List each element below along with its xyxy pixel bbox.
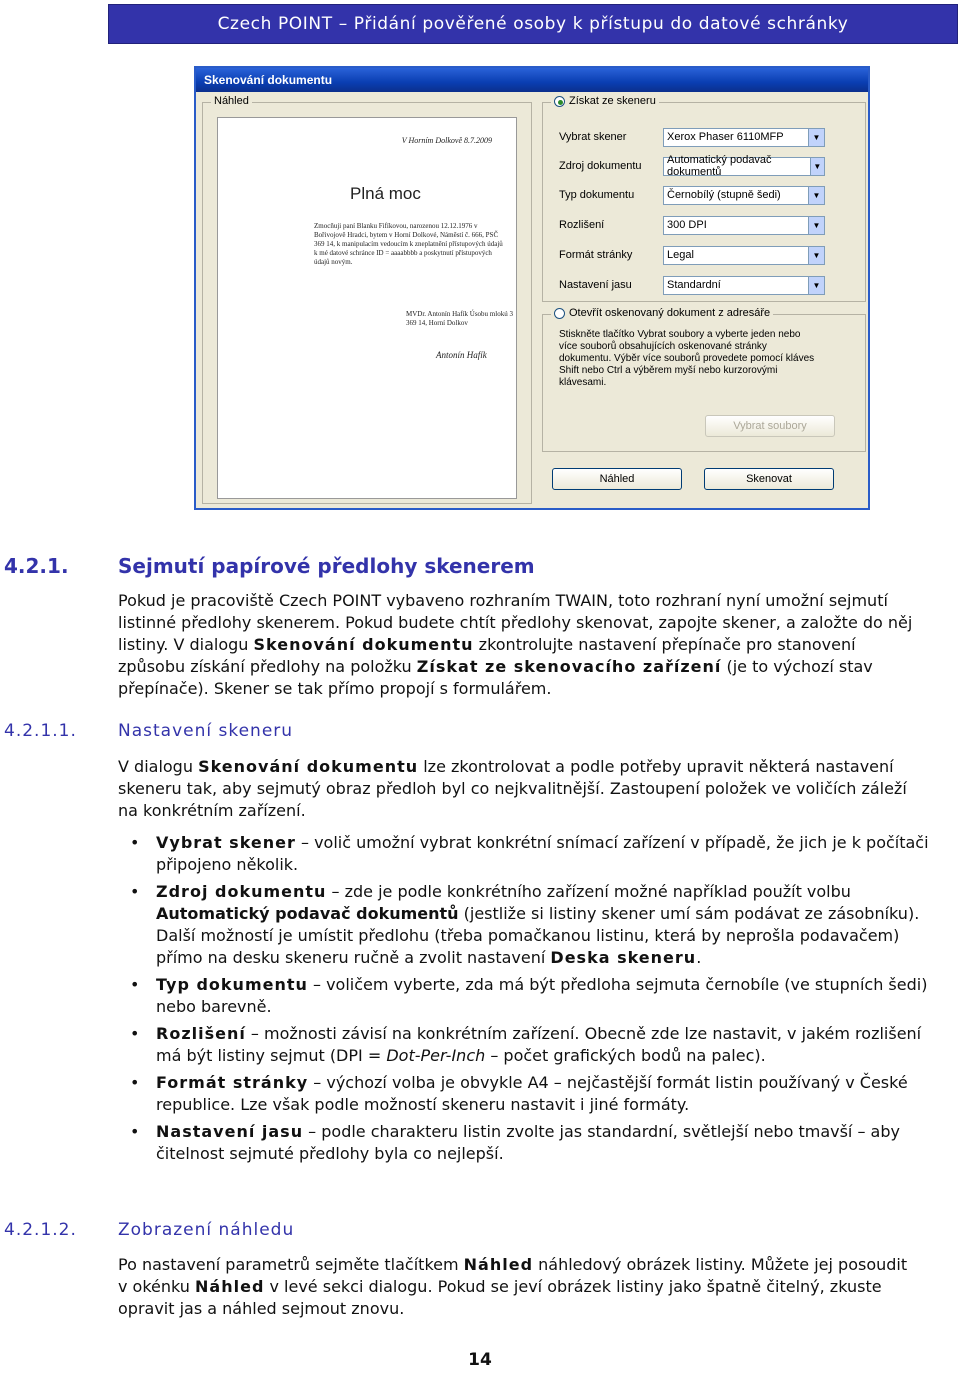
bold-term: Typ dokumentu	[156, 975, 308, 994]
text: Pokud je pracoviště Czech POINT vybaveno rozhraním TWAIN, toto rozhraní nyní umožní sejmutí listinné předlohy skenerem. Pokud budete chtít předlohy skenovat, zapojte skener, a založte do něj listiny. V dialogu	[118, 591, 913, 654]
bold-term: Zdroj dokumentu	[156, 882, 327, 901]
subsection-paragraph	[118, 756, 918, 822]
scan-button[interactable]: Skenovat	[704, 468, 834, 490]
bold-term: Vybrat skener	[156, 833, 296, 852]
subsection-number: 4.2.1.1.	[4, 721, 77, 741]
bold-term: Rozlišení	[156, 1024, 246, 1043]
text: .	[696, 948, 702, 967]
text: – zde je podle konkrétního zařízení možné například použít volbu	[326, 882, 851, 901]
text: (jestliže si listiny skener umí sám podávat ze zásobníku). Další možností je umístit předlohu (třeba pomačkanou listinu, která by neprošla podavačem) přímo na desku skeneru ručně a zvolit nastavení	[156, 904, 920, 967]
subsection-number: 4.2.1.2.	[4, 1220, 77, 1240]
scan-dialog-screenshot	[194, 66, 870, 510]
text: – počet grafických bodů na palec).	[485, 1046, 766, 1065]
scan-option-label: Získat ze skeneru	[569, 95, 656, 107]
source-select[interactable]	[663, 154, 825, 178]
setting-row	[559, 127, 859, 147]
text: Po nastavení parametrů sejměte tlačítkem	[118, 1255, 464, 1274]
text: (je to výchozí stav přepínače). Skener se tak přímo propojí s formulářem.	[118, 657, 873, 698]
setting-row	[559, 275, 859, 295]
setting-label: Formát stránky	[559, 249, 633, 261]
preview-paper	[217, 117, 517, 499]
resolution-select[interactable]	[663, 216, 825, 235]
bold-term: Nastavení jasu	[156, 1122, 304, 1141]
section-title: Sejmutí papírové předlohy skenerem	[118, 554, 535, 578]
list-item	[118, 881, 938, 969]
list-item	[118, 1121, 938, 1165]
text: – volič umožní vybrat konkrétní snímací zařízení v případě, že jich je k počítači připojeno několik.	[156, 833, 929, 874]
file-instructions: Stiskněte tlačítko Vybrat soubory a vyberte jeden nebo více souborů obsahujících oskenované stránky dokumentu. Výběr více souborů provedete pomocí kláves Shift nebo Ctrl a výběrem myší nebo kurzorovými klávesami.	[559, 329, 815, 388]
preview-button[interactable]: Náhled	[552, 468, 682, 490]
page-number: 14	[468, 1350, 492, 1370]
bold-term: Deska skeneru	[550, 948, 697, 967]
preview-group	[202, 95, 532, 504]
chevron-down-icon: ▼	[808, 129, 824, 146]
brightness-select-value: Standardní	[667, 279, 721, 291]
bold-term: Náhled	[195, 1277, 265, 1296]
setting-row	[559, 156, 859, 176]
text: lze zkontrolovat a podle potřeby upravit některá nastavení skeneru tak, aby sejmutý obraz předloh byl co nejkvalitnější. Zastoupení položek ve voličích záleží na konkrétním zařízení.	[118, 757, 907, 820]
setting-row	[559, 215, 859, 235]
list-item	[118, 832, 938, 876]
chevron-down-icon: ▼	[808, 217, 824, 234]
text: v levé sekci dialogu. Pokud se jeví obrázek listiny jako špatně čitelný, zkuste opravit jas a náhled sejmout znovu.	[118, 1277, 882, 1318]
dialog-title: Skenování dokumentu	[196, 68, 868, 92]
brightness-select[interactable]	[663, 276, 825, 295]
setting-label: Typ dokumentu	[559, 189, 635, 201]
page-format-select[interactable]	[663, 246, 825, 265]
text: náhledový obrázek listiny. Můžete jej posoudit v okénku	[118, 1255, 908, 1296]
scan-radio-icon[interactable]	[554, 96, 565, 107]
subsection-title: Zobrazení náhledu	[118, 1220, 295, 1240]
paper-signatory: MVDr. Antonín Hafík Úsobu mlokú 3 369 14, Horní Dolkov	[406, 310, 513, 327]
setting-label: Rozlišení	[559, 219, 605, 231]
scanner-select-value: Xerox Phaser 6110MFP	[667, 131, 784, 143]
resolution-select-value: 300 DPI	[667, 219, 707, 231]
chevron-down-icon: ▼	[808, 277, 824, 294]
file-radio-icon[interactable]	[554, 308, 565, 319]
list-item	[118, 974, 938, 1018]
section-number: 4.2.1.	[4, 554, 69, 578]
bold-term: Skenování dokumentu	[198, 757, 419, 776]
file-option-label: Otevřít oskenovaný dokument z adresáře	[569, 307, 771, 319]
page-format-select-value: Legal	[667, 249, 694, 261]
text: – výchozí volba je obvykle A4 – nejčastější formát listin používaný v České republice. Lze však podle možností skeneru nastavit i jiné formáty.	[156, 1073, 908, 1114]
text: – voličem vyberte, zda má být předloha sejmuta černobíle (ve stupních šedi) nebo barevně.	[156, 975, 928, 1016]
preview-label: Náhled	[211, 95, 252, 107]
scanner-select[interactable]	[663, 128, 825, 147]
text: – možnosti závisí na konkrétním zařízení. Obecně zde lze nastavit, v jakém rozlišení má být listiny sejmut (DPI =	[156, 1024, 922, 1065]
setting-label: Zdroj dokumentu	[559, 160, 642, 172]
select-files-button[interactable]: Vybrat soubory	[705, 415, 835, 437]
chevron-down-icon: ▼	[808, 187, 824, 204]
subsection-paragraph	[118, 1254, 918, 1320]
source-select-value: Automatický podavač dokumentů	[667, 154, 772, 178]
setting-label: Nastavení jasu	[559, 279, 632, 291]
setting-row	[559, 185, 859, 205]
chevron-down-icon: ▼	[810, 158, 824, 175]
bold-term: Automatický podavač dokumentů	[156, 904, 459, 923]
chevron-down-icon: ▼	[808, 247, 824, 264]
list-item	[118, 1072, 938, 1116]
paper-title: Plná moc	[350, 184, 421, 203]
italic-term: Dot-Per-Inch	[386, 1046, 486, 1065]
paper-signature: Antonín Hafík	[436, 350, 487, 360]
setting-row	[559, 245, 859, 265]
list-item	[118, 1023, 938, 1067]
bold-term: Náhled	[463, 1255, 534, 1274]
scan-option[interactable]	[551, 95, 659, 107]
bold-term: Získat ze skenovacího zařízení	[416, 657, 722, 676]
paper-body: Zmocňuji paní Blanku Fifíkovou, narozenou 12.12.1976 v Bořivojově Hradci, bytem v Horní Dolkové, Náměstí č. 666, PSČ 369 14, k manipulacím vedoucím k zneplatnění přístupových údajů k mé datové schránce ID = aaaabbbb a poskytnutí přístupových údajů novým.	[314, 222, 503, 266]
text: – podle charakteru listin zvolte jas standardní, světlejší nebo tmavší – aby čitelnost sejmuté předlohy byla co nejlepší.	[156, 1122, 900, 1163]
subsection-title: Nastavení skeneru	[118, 721, 294, 741]
bold-term: Formát stránky	[156, 1073, 309, 1092]
setting-label: Vybrat skener	[559, 131, 627, 143]
settings-bullet-list	[118, 832, 938, 1170]
bold-term: Skenování dokumentu	[253, 635, 474, 654]
open-file-group	[542, 307, 866, 452]
paper-date: V Horním Dolkově 8.7.2009	[401, 136, 492, 145]
text: zkontrolujte nastavení přepínače pro stanovení způsobu získání předlohy na položku	[118, 635, 856, 676]
page-header: Czech POINT – Přidání pověřené osoby k přístupu do datové schránky	[108, 4, 958, 44]
file-option[interactable]	[551, 307, 773, 319]
text: V dialogu	[118, 757, 199, 776]
doctype-select[interactable]	[663, 186, 825, 205]
doctype-select-value: Černobílý (stupně šedi)	[667, 189, 781, 201]
section-paragraph	[118, 590, 918, 700]
scanner-settings-group	[542, 95, 866, 302]
